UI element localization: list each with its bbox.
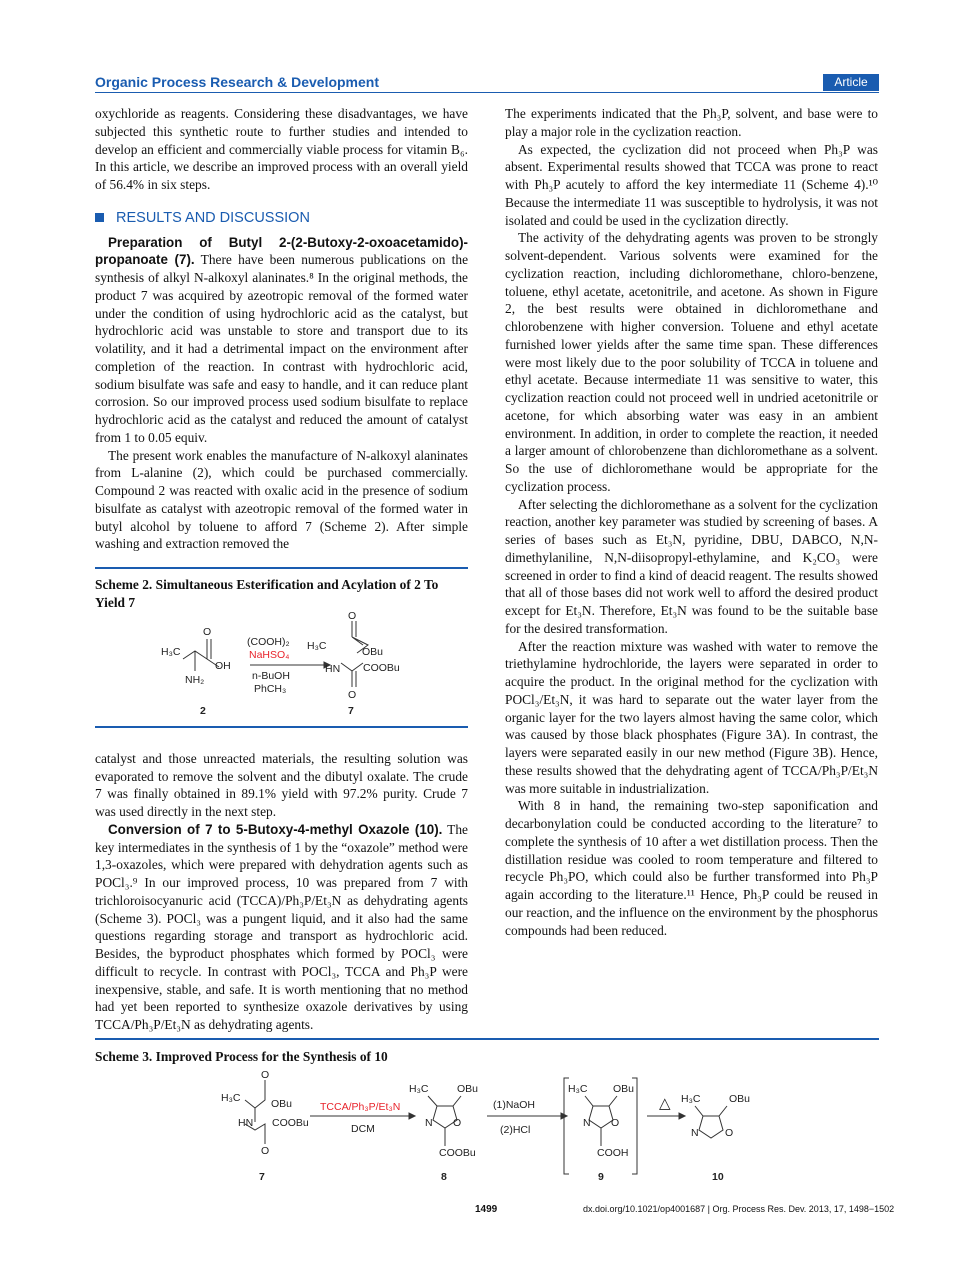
subheading: Preparation of Butyl 2-(2-Butoxy-2-oxoacetamido)-propanoate (7). [95,234,468,268]
label-h3c: H₃C [681,1092,701,1105]
label-h3c: H₃C [221,1091,241,1104]
label-obu: OBu [362,646,384,658]
reagent-oxalic-acid: (COOH)₂ [247,636,290,648]
section-heading-text: RESULTS AND DISCUSSION [116,209,310,226]
paragraph: After selecting the dichloromethane as a solvent for the cyclization reaction, another key parameter was studied by screening of bases. A series of bases such as Et₃N, pyridine, DBU, DABCO, N,N-dimethylaniline, N,N-diisopropyl-ethylamine, and K₂CO₃ were screened in order to find a kind of deacid reagent. The results showed that all of those bases did not work well to afford the desired product except for Et₃N. Therefore, Et₃N was found to be the suitable base for the desired transformation. [505,496,878,636]
scheme3 [95,1038,879,1191]
solvent-dcm: DCM [351,1122,375,1135]
paragraph: oxychloride as reagents. Considering these disadvantages, we have subjected this synthetic route to further studies and intended to develop an efficient and commercially viable process for vitamin B₆. In this article, we describe an improved process with an overall yield of 56.4% in six steps. [95,106,468,192]
label-o: O [261,1144,270,1157]
scheme3-diagram [95,1066,879,1186]
article-badge: Article [823,74,879,91]
label-n: N [583,1116,591,1129]
label-cooh: COOH [597,1146,629,1159]
paragraph: The present work enables the manufacture of N-alkoxyl alaninates from L-alanine (2), which could be purchased commercially. Compound 2 was reacted with oxalic acid in the presence of sodium bisulfate as catalyst with azeotropic removal of the formed water in butyl alcohol by toluene to afford 7 (Scheme 2). After simple washing and extraction removed the [95,447,468,552]
label-h3c: H₃C [409,1082,429,1095]
compound-number: 7 [348,705,354,717]
subheading: Conversion of 7 to 5-Butoxy-4-methyl Oxazole (10). [108,821,443,837]
label-o: O [725,1126,734,1139]
paragraph: catalyst and those unreacted materials, the resulting solution was evaporated to remove the solvent and the dibutyl oxalate. The crude 7 was finally obtained in 89.1% yield with 97.2% purity. Crude 7 was used directly in the next step. [95,750,468,819]
reagent-tcca: TCCA/Ph₃P/Et₃N [320,1100,401,1113]
left-column [95,105,468,1034]
label-coobu: COOBu [439,1146,476,1159]
reagent-hcl: (2)HCl [500,1123,531,1136]
label-o: O [611,1116,620,1129]
heat-icon: △ [659,1094,671,1112]
scheme-rule [95,1038,879,1040]
label-o: O [348,689,357,701]
compound-number: 9 [598,1170,604,1183]
label-o: O [261,1068,270,1081]
label-o: O [203,626,212,638]
scheme3-title: Scheme 3. Improved Process for the Synthesis of 10 [95,1049,388,1064]
scheme2-title: Scheme 2. Simultaneous Esterification and Acylation of 2 To Yield 7 [95,577,439,610]
reagent-naoh: (1)NaOH [493,1098,536,1111]
label-h3c: H₃C [568,1082,588,1095]
paragraph: As expected, the cyclization did not proceed when Ph₃P was absent. Experimental results showed that TCCA was prone to react with Ph₃P acutely to afford the key intermediate 11 (Scheme 4).¹⁰ Because the intermediate 11 was susceptible to hydrolysis, it was not isolated and could be used in the cyclization directly. [505,141,878,228]
paragraph: The activity of the dehydrating agents was proven to be strongly solvent-dependent. Various solvents were examined for the cyclization reaction, including dichloromethane, chloro-benzene, toluene, ethyl acetate, acetonitrile, and acetone. As shown in Figure 2, the best results were obtained in dichloromethane and chlorobenzene with higher conversion. Toluene and ethyl acetate furnished lower yields after the same time span. These differences were most likely due to the poor solubility of TCCA in toluene and ethyl acetate. Because intermediate 11 was sensitive to water, this cyclization reaction could not proceed well in undried acetonitrile or acetone, for which absorbing water was easy in an ambient environment. In addition, in order to complete the reaction, it needed a larger amount of chlorobenzene than dichloromethane as a solvent. So the use of dichloromethane would be appropriate for the cyclization process. [505,230,878,494]
label-h3c: H₃C [307,640,327,652]
header-rule [95,92,879,93]
doi-citation[interactable]: dx.doi.org/10.1021/op4001687 | Org. Process Res. Dev. 2013, 17, 1498−1502 [583,1204,895,1214]
compound-number: 2 [200,705,206,717]
journal-title[interactable]: Organic Process Research & Development [95,74,380,90]
paragraph-text: The key intermediates in the synthesis of 1 by the “oxazole” method were 1,3-oxazoles, which were prepared with dehydration agents such as POCl₃.⁹ In our improved process, 10 was prepared from 7 with trichloroisocyanuric acid (TCCA)/Ph₃P/Et₃N as dehydrating agents (Scheme 3). POCl₃ was a pungent liquid, and it also had the same questions regarding storage and transport as hydrochloric acid. Besides, the byproduct phosphates which formed by POCl₃ were difficult to recycle. In contrast with POCl₃, TCCA and Ph₃P were inexpensive, stable, and safe. It is worth mentioning that no method had yet been reported to synthesize oxazole derivatives by using TCCA/Ph₃P/Et₃N as dehydrating agents. [95,821,468,1032]
section-square-icon [95,213,104,222]
compound-number: 7 [259,1170,265,1183]
compound-number: 8 [441,1170,447,1183]
label-hn: HN [325,663,341,675]
label-hn: HN [238,1116,254,1129]
label-coobu: COOBu [363,662,400,674]
scheme2-diagram [95,611,468,721]
scheme-rule [95,726,468,728]
label-obu: OBu [613,1082,635,1095]
reagent-nahso4: NaHSO₄ [249,649,290,661]
label-o: O [348,611,357,622]
page-number: 1499 [475,1204,498,1215]
paragraph: The experiments indicated that the Ph₃P, solvent, and base were to play a major role in the cyclization reaction. [505,106,878,139]
section-heading [95,210,468,228]
paragraph-text: There have been numerous publications on the synthesis of alkyl N-alkoxyl alaninates.⁸ In the original methods, the product 7 was acquired by azeotropic removal of the formed water under the condition of using hydrochloric acid as the catalyst, but hydrochloric acid was unstable to store and transport due to its volatility, and it had a detrimental impact on the environment after completion of the reaction. In contrast with hydrochloric acid, sodium bisulfate was safe and easy to handle, and it can reduce plant corrosion. So our improved process used sodium bisulfate to replace hydrochloric acid as the catalyst and reduced the amount of catalyst from 1 to 0.05 equiv. [95,252,469,445]
label-n: N [425,1116,433,1129]
label-h3c: H₃C [161,646,181,658]
label-obu: OBu [271,1097,293,1110]
label-coobu: COOBu [272,1116,309,1129]
compound-number: 10 [712,1170,724,1183]
label-obu: OBu [729,1092,751,1105]
paragraph [95,234,468,447]
paragraph [95,821,468,1034]
solvent-butanol: n-BuOH [252,670,290,682]
right-column [505,105,878,939]
scheme-rule [95,567,468,569]
label-o: O [453,1116,462,1129]
label-n: N [691,1126,699,1139]
label-obu: OBu [457,1082,479,1095]
paragraph: With 8 in hand, the remaining two-step saponification and decarbonylation could be conducted according to the literature⁷ to complete the synthesis of 10 after a wet distillation process. Then the distillation residue was cooled to room temperature and filtered to recycle Ph₃PO, which could also be further transformed into Ph₃P again according to the literature.¹¹ Hence, Ph₃P could be reused in our reaction, and the influence on the environment by the phosphorus compounds had been reduced. [505,798,878,938]
solvent-toluene: PhCH₃ [254,683,287,695]
label-oh: OH [215,660,231,672]
paragraph: After the reaction mixture was washed with water to remove the triethylamine hydrochloride, the layers were separated in order to acquire the product. In the original method for the cyclization with POCl₃/Et₃N, it was hard to separate out the water layer from the organic layer for the two layers almost having the same color, which was caused by those black phosphates (Figure 3A). In contrast, the layers were separated easily in our new method (Figure 3B). Hence, these results showed that the dehydrating agent of TCCA/Ph₃P/Et₃N was more suitable in industrialization. [505,638,878,796]
label-nh2: NH₂ [185,674,205,686]
